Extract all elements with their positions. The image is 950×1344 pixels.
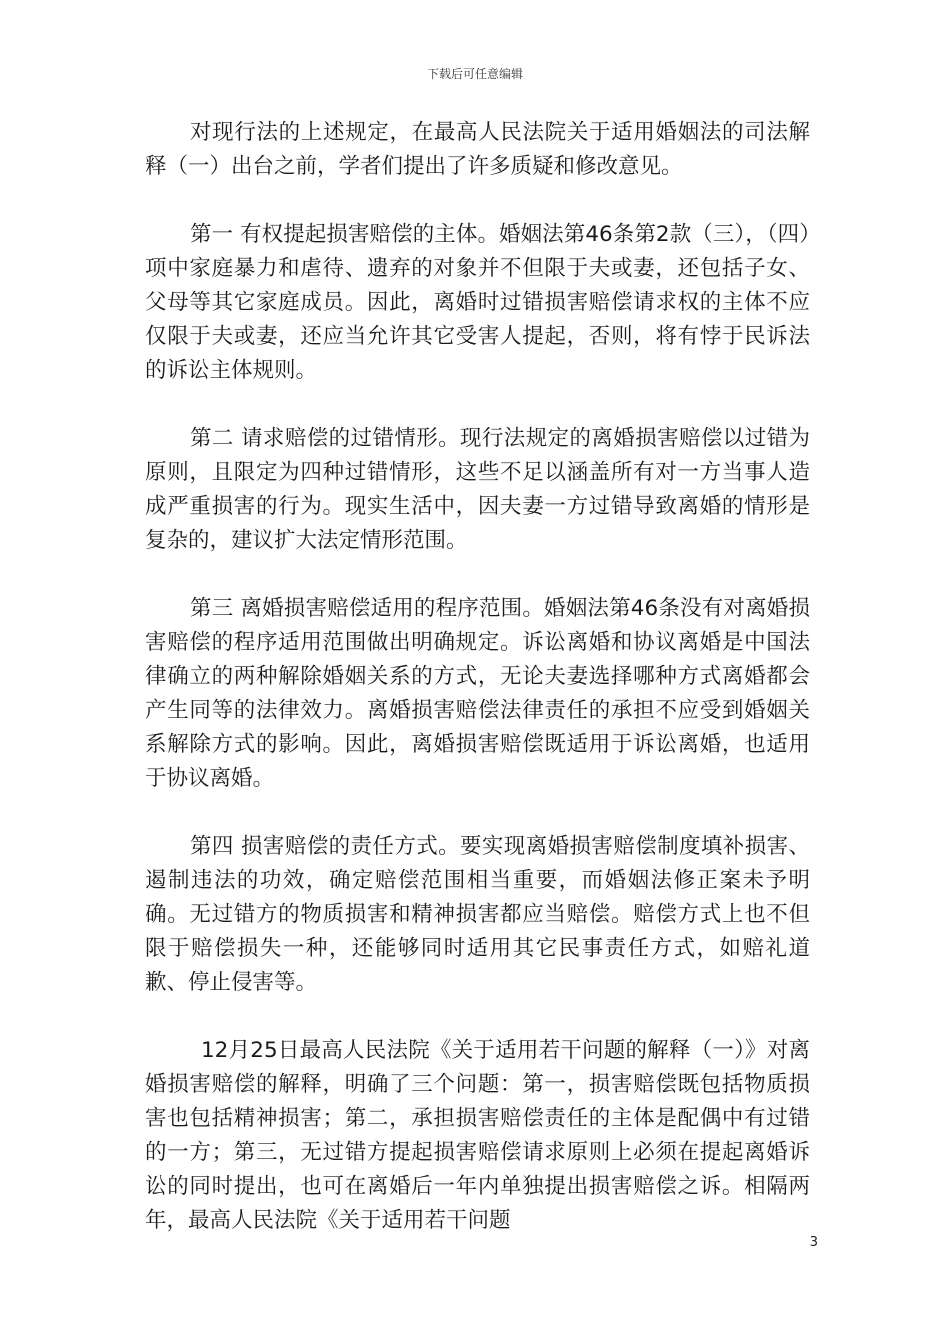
document-body <box>145 116 810 1238</box>
paragraph-point-3: 第三 离婚损害赔偿适用的程序范围。婚姻法第46条没有对离婚损害赔偿的程序适用范围做出明确规定。诉讼离婚和协议离婚是中国法律确立的两种解除婚姻关系的方式，无论夫妻选择哪种方式离婚都会产生同等的法律效力。离婚损害赔偿法律责任的承担不应受到婚姻关系解除方式的影响。因此，离婚损害赔偿既适用于诉讼离婚，也适用于协议离婚。 <box>145 596 810 791</box>
page-header: 下载后可任意编辑 <box>426 67 523 81</box>
paragraph-interpretation: 12月25日最高人民法院《关于适用若干问题的解释（一）》对离婚损害赔偿的解释，明确了三个问题：第一，损害赔偿既包括物质损害也包括精神损害；第二，承担损害赔偿责任的主体是配偶中有过错的一方；第三，无过错方提起损害赔偿请求原则上必须在提起离婚诉讼的同时提出，也可在离婚后一年内单独提出损害赔偿之诉。相隔两年，最高人民法院《关于适用若干问题 <box>145 1038 810 1233</box>
page-number: 3 <box>809 1235 818 1250</box>
paragraph-point-4: 第四 损害赔偿的责任方式。要实现离婚损害赔偿制度填补损害、遏制违法的功效，确定赔偿范围相当重要，而婚姻法修正案未予明确。无过错方的物质损害和精神损害都应当赔偿。赔偿方式上也不但限于赔偿损失一种，还能够同时适用其它民事责任方式，如赔礼道歉、停止侵害等。 <box>145 834 810 995</box>
paragraph-point-2: 第二 请求赔偿的过错情形。现行法规定的离婚损害赔偿以过错为原则，且限定为四种过错情形，这些不足以涵盖所有对一方当事人造成严重损害的行为。现实生活中，因夫妻一方过错导致离婚的情形是复杂的，建议扩大法定情形范围。 <box>145 426 810 553</box>
paragraph-point-1: 第一 有权提起损害赔偿的主体。婚姻法第46条第2款（三），（四）项中家庭暴力和虐待、遗弃的对象并不但限于夫或妻，还包括子女、父母等其它家庭成员。因此，离婚时过错损害赔偿请求权的主体不应仅限于夫或妻，还应当允许其它受害人提起，否则，将有悖于民诉法的诉讼主体规则。 <box>145 222 810 383</box>
paragraph-intro: 对现行法的上述规定，在最高人民法院关于适用婚姻法的司法解释（一）出台之前，学者们提出了许多质疑和修改意见。 <box>145 120 810 179</box>
